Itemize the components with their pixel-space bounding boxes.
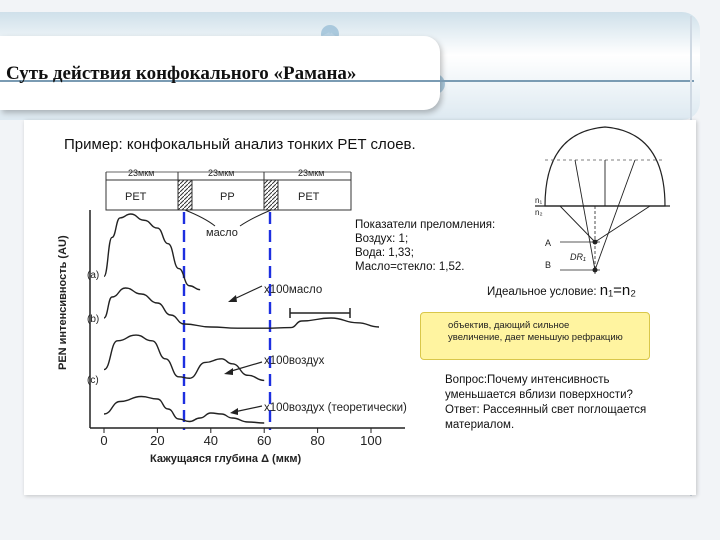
question-line-2: уменьшается вблизи поверхности? bbox=[445, 389, 633, 401]
curves bbox=[104, 214, 379, 423]
x-tick-label: 0 bbox=[100, 433, 108, 448]
index-water: Вода: 1,33; bbox=[355, 247, 414, 259]
x-tick-label: 40 bbox=[203, 433, 219, 448]
slide-title: Суть действия конфокального «Рамана» bbox=[6, 63, 357, 84]
note-line-1: объектив, дающий сильное bbox=[448, 320, 570, 331]
ideal-condition bbox=[487, 284, 636, 299]
index-air: Воздух: 1; bbox=[355, 233, 409, 245]
note-text bbox=[448, 320, 623, 344]
question-block bbox=[445, 373, 646, 433]
layer-thickness-1: 23мкм bbox=[128, 168, 155, 178]
index-oil-glass: Масло=стекло: 1,52. bbox=[355, 261, 465, 273]
diagram-label-dr1: DR₁ bbox=[570, 252, 586, 262]
x-tick-label: 100 bbox=[360, 433, 382, 448]
x-tick-label: 60 bbox=[256, 433, 272, 448]
curve-label-c: (c) bbox=[87, 375, 99, 386]
note-line-2: увеличение, дает меньшую рефракцию bbox=[448, 332, 623, 343]
indices-block bbox=[355, 218, 495, 274]
optics-diagram bbox=[535, 127, 670, 275]
x-tick-label: 80 bbox=[310, 433, 325, 448]
layer-name-pet-2: PET bbox=[298, 191, 320, 203]
annotation-x100-air: x100воздух bbox=[264, 355, 325, 367]
curve-1 bbox=[104, 214, 200, 290]
diagram-label-n2: n₂ bbox=[535, 208, 543, 217]
layer-name-pp: PP bbox=[220, 191, 235, 203]
y-axis-label: PEN интенсивность (AU) bbox=[57, 235, 69, 370]
layer-thickness-2: 23мкм bbox=[208, 168, 235, 178]
curve-label-a: (a) bbox=[87, 270, 100, 281]
layer-stack bbox=[106, 168, 351, 239]
curve-2 bbox=[104, 288, 379, 328]
layer-name-pet-1: PET bbox=[125, 191, 147, 203]
layer-thickness-3: 23мкм bbox=[298, 168, 325, 178]
example-heading: Пример: конфокальный анализ тонких PET слоев. bbox=[64, 136, 416, 153]
question-line-1: Вопрос:Почему интенсивность bbox=[445, 374, 610, 386]
diagram-label-n1: n₁ bbox=[535, 196, 543, 205]
diagram-label-a: A bbox=[545, 238, 552, 248]
annotation-x100-air-theoretical: x100воздух (теоретически) bbox=[264, 402, 407, 414]
x-ticks bbox=[100, 428, 381, 448]
x-tick-label: 20 bbox=[150, 433, 165, 448]
x-axis-label: Кажущаяся глубина Δ (мкм) bbox=[150, 453, 302, 465]
ideal-condition-formula: n₁=n₂ bbox=[599, 282, 637, 299]
annotation-x100-oil: x100масло bbox=[264, 284, 323, 296]
curve-label-b: (b) bbox=[87, 314, 100, 325]
diagram-label-b: B bbox=[545, 260, 552, 270]
answer-line-1: Ответ: Рассеянный свет поглощается bbox=[445, 404, 647, 416]
ideal-condition-label: Идеальное условие: bbox=[487, 286, 597, 298]
indices-heading: Показатели преломления: bbox=[355, 219, 496, 231]
oil-label: масло bbox=[206, 227, 238, 239]
answer-line-2: материалом. bbox=[445, 419, 515, 431]
